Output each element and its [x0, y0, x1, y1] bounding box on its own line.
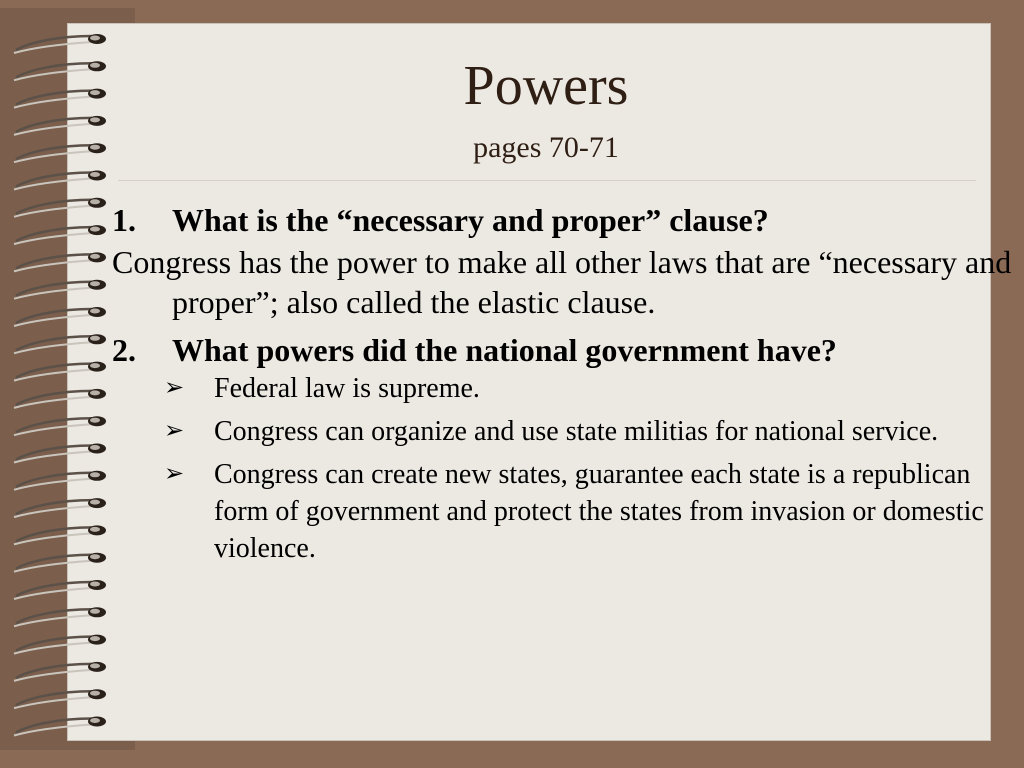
arrow-bullet-icon: ➢ [164, 418, 185, 444]
spiral-coil [14, 580, 106, 599]
spiral-coil [14, 444, 106, 463]
spiral-coil [14, 471, 106, 490]
spiral-coil [14, 362, 106, 381]
spiral-coil [14, 389, 106, 408]
list-item [164, 370, 1012, 407]
spiral-coil [14, 171, 106, 190]
spiral-coil [14, 498, 106, 517]
question-number: 1. [112, 202, 136, 238]
spiral-coil [14, 334, 106, 353]
list-item-text: Congress can organize and use state militias for national service. [214, 416, 939, 447]
question-number: 2. [112, 332, 136, 368]
spiral-coil [14, 717, 106, 736]
spiral-coil [14, 553, 106, 572]
list-item-text: Congress can create new states, guarantee each state is a republican form of government and protect the states from invasion or domestic violence. [214, 459, 984, 564]
spiral-coil [14, 607, 106, 626]
spiral-coil [14, 252, 106, 271]
arrow-bullet-icon: ➢ [164, 375, 185, 401]
list-item [164, 413, 1012, 450]
spiral-coil [14, 34, 106, 53]
spiral-coil [14, 225, 106, 244]
powers-list [112, 370, 1012, 567]
question-1 [112, 200, 1012, 240]
spiral-coil [14, 635, 106, 654]
question-2 [112, 330, 1012, 370]
page-subtitle: pages 70-71 [473, 131, 619, 164]
list-item-text: Federal law is supreme. [214, 373, 480, 404]
title-divider [118, 180, 976, 181]
arrow-bullet-icon: ➢ [164, 461, 185, 487]
spiral-coil [14, 416, 106, 435]
spiral-coil [14, 280, 106, 299]
page-title: Powers [463, 55, 629, 117]
spiral-coil [14, 525, 106, 544]
list-item [164, 456, 1012, 567]
slide-content [112, 200, 1012, 573]
question-text: What is the “necessary and proper” clause? [172, 202, 769, 238]
spiral-coil [14, 689, 106, 708]
question-text: What powers did the national government have? [172, 332, 837, 368]
spiral-coil [14, 198, 106, 217]
spiral-coil [14, 307, 106, 326]
answer-1: Congress has the power to make all other laws that are “necessary and proper”; also called the elastic clause. [112, 244, 1012, 320]
spiral-coil [14, 662, 106, 681]
